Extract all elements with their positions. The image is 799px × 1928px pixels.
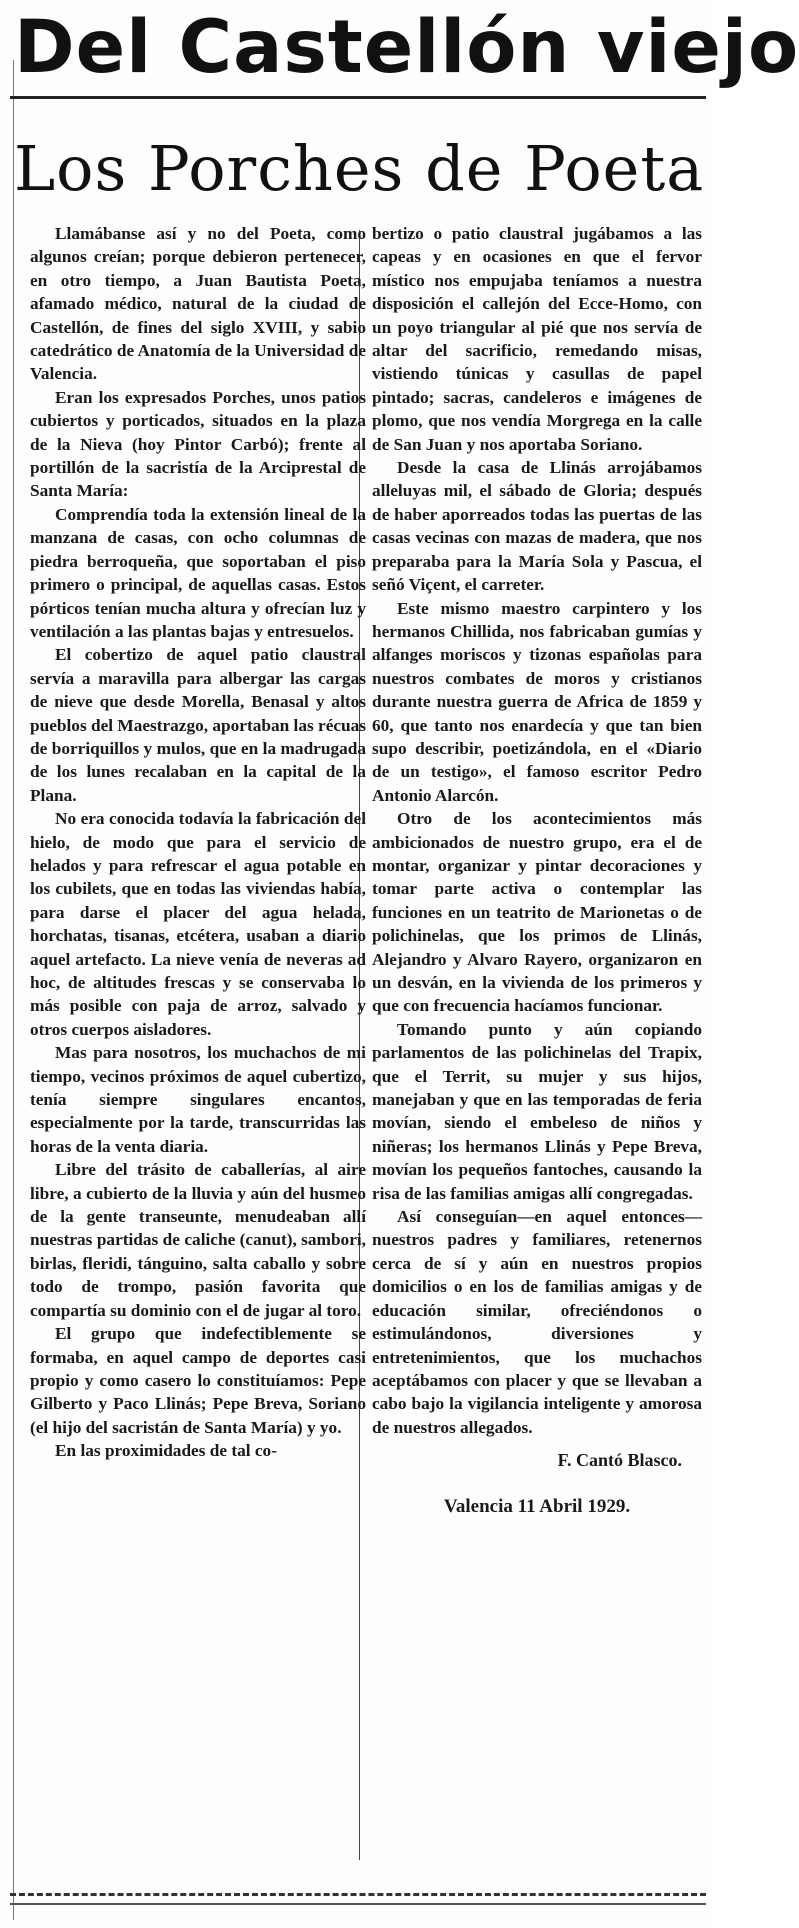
paragraph: Desde la casa de Llinás arrojábamos alleluyas mil, el sábado de Gloria; después de haber aporreados todas las puertas de las casas vecinas con mazas de madera, que nos preparaba para la María Sola y Pascua, el señó Viçent, el carreter. — [372, 458, 702, 595]
header-rule — [10, 96, 706, 99]
bottom-rule — [10, 1893, 706, 1896]
paragraph: Comprendía toda la extensión lineal de la manzana de casas, con ocho columnas de piedra berroqueña, que soportaban el piso primero o principal, de aquellas casas. Estos pórticos tenían mucha altura y ofrecían luz y ventilación a las plantas bajas y entresuelos. — [30, 504, 366, 641]
paragraph: Mas para nosotros, los muchachos de mi tiempo, vecinos próximos de aquel cubertizo, tenía siempre singulares encantos, especialmente por la tarde, transcurridas las horas de la venta diaria. — [30, 1043, 366, 1156]
paragraph: Este mismo maestro carpintero y los hermanos Chillida, nos fabricaban gumías y alfanges moriscos y tizonas españolas para nuestros combates de moros y cristianos durante nuestra guerra de Africa de 1859 y 60, que tanto nos enardecía y que tan bien supo describir, poetizándola, en el «Diario de un testigo», el famoso escritor Pedro Antonio Alarcón. — [372, 598, 702, 805]
right-column — [372, 222, 702, 1862]
paragraph: Libre del trásito de caballerías, al aire libre, a cubierto de la lluvia y aún del husmeo de la gente transeunte, menudeaban allí nuestras partidas de caliche (canut), sambori, birlas, fleridi, tánguino, salta caballo y sobre todo de trompo, pasión favorita que compartía su dominio con el de jugar al toro. — [30, 1160, 366, 1320]
paragraph: El grupo que indefectiblemente se formaba, en aquel campo de deportes casi propio y como casero lo constituíamos: Pepe Gilberto y Paco Llinás; Pepe Breva, Soriano (el hijo del sacristán de Santa María) y yo. — [30, 1324, 366, 1437]
paragraph: bertizo o patio claustral jugábamos a las capeas y en ocasiones en que el fervor místico nos empujaba teníamos a nuestra disposición el callejón del Ecce-Homo, con un poyo triangular al pié que nos servía de altar del sacrificio, remedando misas, vistiendo túnicas y casullas de papel pintado; sacras, candeleros e imágenes de plomo, que nos vendía Morgrega en la calle de San Juan y nos aportaba Soriano. — [372, 224, 702, 454]
paragraph: Llamábanse así y no del Poeta, como algunos creían; porque debieron pertenecer, en otro tiempo, a Juan Bautista Poeta, afamado médico, natural de la ciudad de Castellón, de fines del siglo XVIII, y sabio catedrático de Anatomía de la Universidad de Valencia. — [30, 224, 367, 384]
paragraph: El cobertizo de aquel patio claustral servía a maravilla para albergar las cargas de nieve que desde Morella, Benasal y altos pueblos del Maestrazgo, aportaban las récuas de borriquillos y mulos, que en la madrugada de los lunes recalaban en la capital de la Plana. — [30, 645, 367, 805]
paragraph: Otro de los acontecimientos más ambicionados de nuestro grupo, era el de montar, organizar y pintar decoraciones y tomar parte activa o contemplar las funciones en un teatrito de Marionetas o de polichinelas, que los primos de Llinás, Alejandro y Alvaro Rayero, organizaron en un desván, en la vivienda de los primeros y que con frecuencia hacíamos funcionar. — [372, 809, 702, 1016]
article-title: Los Porches de Poeta — [14, 132, 705, 205]
paragraph: Eran los expresados Porches, unos patios cubiertos y porticados, situados en la plaza de la Nieva (hoy Pintor Carbó); frente al portillón de la sacristía de la Arciprestal de Santa María: — [30, 387, 366, 501]
bottom-rule-solid — [10, 1903, 706, 1905]
dateline: Valencia 11 Abril 1929. — [443, 1495, 631, 1517]
paragraph: Así conseguían—en aquel entonces—nuestros padres y familiares, retenernos cerca de sí y aún en nuestros propios domicilios o en los de familias amigas y de educación similar, ofreciéndonos o estimulándonos, diversiones y entretenimientos, que los muchachos aceptábamos con placer y que se llevaban a cabo bajo la vigilancia inteligente y amorosa de nuestros allegados. — [372, 1207, 702, 1437]
left-column — [30, 222, 366, 1862]
paragraph: No era conocida todavía la fabricación del hielo, de modo que para el servicio de helados y para refrescar el agua potable en los cubilets, que en todas las viviendas había, para darse el placer del agua helada, horchatas, tisanas, etcétera, usaban a diario aquel artefacto. La nieve venía de neveras ad hoc, de altitudes frescas y se conservaba lo más posible con paja de arroz, salvado y otros cuerpos aisladores. — [30, 809, 366, 1039]
author-signature: F. Cantó Blasco. — [557, 1450, 682, 1471]
paragraph: En las proximidades de tal co- — [55, 1441, 277, 1461]
paragraph: Tomando punto y aún copiando parlamentos de las polichinelas del Trapix, que el Territ, su mujer y sus hijos, manejaban y que en las temporadas de feria movían, siendo el embeleso de niños y niñeras; los hermanos Llinás y Pepe Breva, movían los pequeños fantoches, causando la risa de las familias amigas allí congregadas. — [372, 1019, 702, 1203]
section-header: Del Castellón viejo — [14, 5, 799, 90]
left-margin-rule — [13, 60, 14, 1920]
